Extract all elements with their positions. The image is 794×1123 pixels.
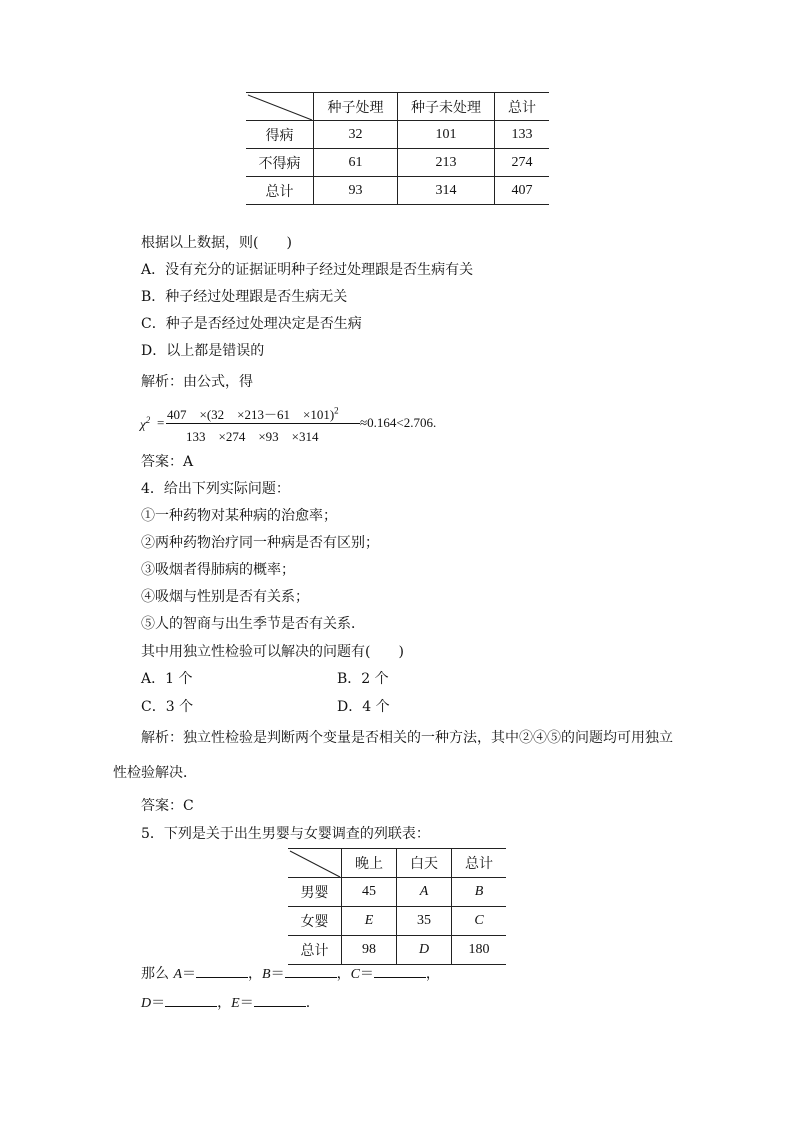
column-header: 种子未处理 <box>398 93 495 121</box>
table-cell: 35 <box>397 907 452 936</box>
table-diagonal-header <box>288 849 342 878</box>
list-item: ④吸烟与性别是否有关系； <box>141 589 309 605</box>
option-d: D．4 个 <box>337 699 390 715</box>
table-cell: 274 <box>495 149 550 177</box>
analysis-text: 解析：独立性检验是判断两个变量是否相关的一种方法，其中②④⑤的问题均可用独立 <box>141 730 673 746</box>
answer-text: 答案：C <box>141 798 194 814</box>
option-a: A．没有充分的证据证明种子经过处理跟是否生病有关 <box>141 262 474 278</box>
table-diagonal-header <box>246 93 314 121</box>
analysis-text-continued: 性检验解决． <box>113 765 197 781</box>
option-b: B．2 个 <box>337 671 389 687</box>
table-cell: 45 <box>342 878 397 907</box>
table-row <box>246 149 549 177</box>
row-header: 得病 <box>246 121 314 149</box>
blank-d[interactable] <box>165 993 217 1007</box>
blank-b[interactable] <box>285 964 337 978</box>
list-item: ③吸烟者得肺病的概率； <box>141 562 295 578</box>
column-header: 总计 <box>495 93 550 121</box>
option-c: C．3 个 <box>141 699 194 715</box>
blank-c[interactable] <box>374 964 426 978</box>
table-cell: 98 <box>342 936 397 965</box>
column-header: 晚上 <box>342 849 397 878</box>
table-row <box>246 121 549 149</box>
option-b: B．种子经过处理跟是否生病无关 <box>141 289 348 305</box>
question-text: 其中用独立性检验可以解决的问题有( ) <box>141 644 404 660</box>
list-item: ①一种药物对某种病的治愈率； <box>141 508 337 524</box>
table-row <box>246 177 549 205</box>
seed-contingency-table <box>246 92 549 205</box>
column-header: 种子处理 <box>314 93 398 121</box>
row-header: 女婴 <box>288 907 342 936</box>
row-header: 不得病 <box>246 149 314 177</box>
list-item: ⑤人的智商与出生季节是否有关系． <box>141 616 365 632</box>
table-cell: 180 <box>452 936 507 965</box>
question-stem: 4．给出下列实际问题： <box>141 481 290 497</box>
table-cell: 101 <box>398 121 495 149</box>
table-cell: 61 <box>314 149 398 177</box>
fill-in-line-1: 那么 A＝ ，B＝ ，C＝ ， <box>141 966 440 982</box>
formula-result: ≈0.164<2.706. <box>360 415 437 430</box>
column-header: 白天 <box>397 849 452 878</box>
answer-text: 答案：A <box>141 454 194 470</box>
option-d: D．以上都是错误的 <box>141 343 265 359</box>
table-cell: 407 <box>495 177 550 205</box>
table-cell: 213 <box>398 149 495 177</box>
table-row <box>288 936 506 965</box>
birth-contingency-table <box>288 848 506 965</box>
formula-equals: = <box>157 415 165 430</box>
table-cell: D <box>397 936 452 965</box>
formula-lhs: χ <box>140 416 146 432</box>
formula-denominator: 133 ×274 ×93 ×314 <box>186 429 319 444</box>
fill-in-line-2: D＝ ，E＝ . <box>141 995 311 1011</box>
table-cell: C <box>452 907 507 936</box>
diagonal-line <box>288 849 341 878</box>
table-cell: 133 <box>495 121 550 149</box>
row-header: 男婴 <box>288 878 342 907</box>
row-header: 总计 <box>246 177 314 205</box>
table-cell: 32 <box>314 121 398 149</box>
question-stem: 5．下列是关于出生男婴与女婴调查的列联表： <box>141 826 430 842</box>
table-row <box>288 878 506 907</box>
option-a: A．1 个 <box>141 671 193 687</box>
blank-e[interactable] <box>254 993 306 1007</box>
analysis-text: 解析：由公式，得 <box>141 374 253 390</box>
column-header: 总计 <box>452 849 507 878</box>
table-cell: E <box>342 907 397 936</box>
row-header: 总计 <box>288 936 342 965</box>
blank-a[interactable] <box>196 964 248 978</box>
fraction-bar <box>166 423 360 424</box>
table-cell: 314 <box>398 177 495 205</box>
table-cell: 93 <box>314 177 398 205</box>
option-c: C．种子是否经过处理决定是否生病 <box>141 316 362 332</box>
diagonal-line <box>246 93 313 121</box>
table-row <box>288 907 506 936</box>
question-stem: 根据以上数据，则( ) <box>141 235 292 251</box>
table-cell: B <box>452 878 507 907</box>
formula-numerator: 407 ×(32 ×213－61 ×101) <box>167 407 335 422</box>
table-cell: A <box>397 878 452 907</box>
list-item: ②两种药物治疗同一种病是否有区别； <box>141 535 379 551</box>
